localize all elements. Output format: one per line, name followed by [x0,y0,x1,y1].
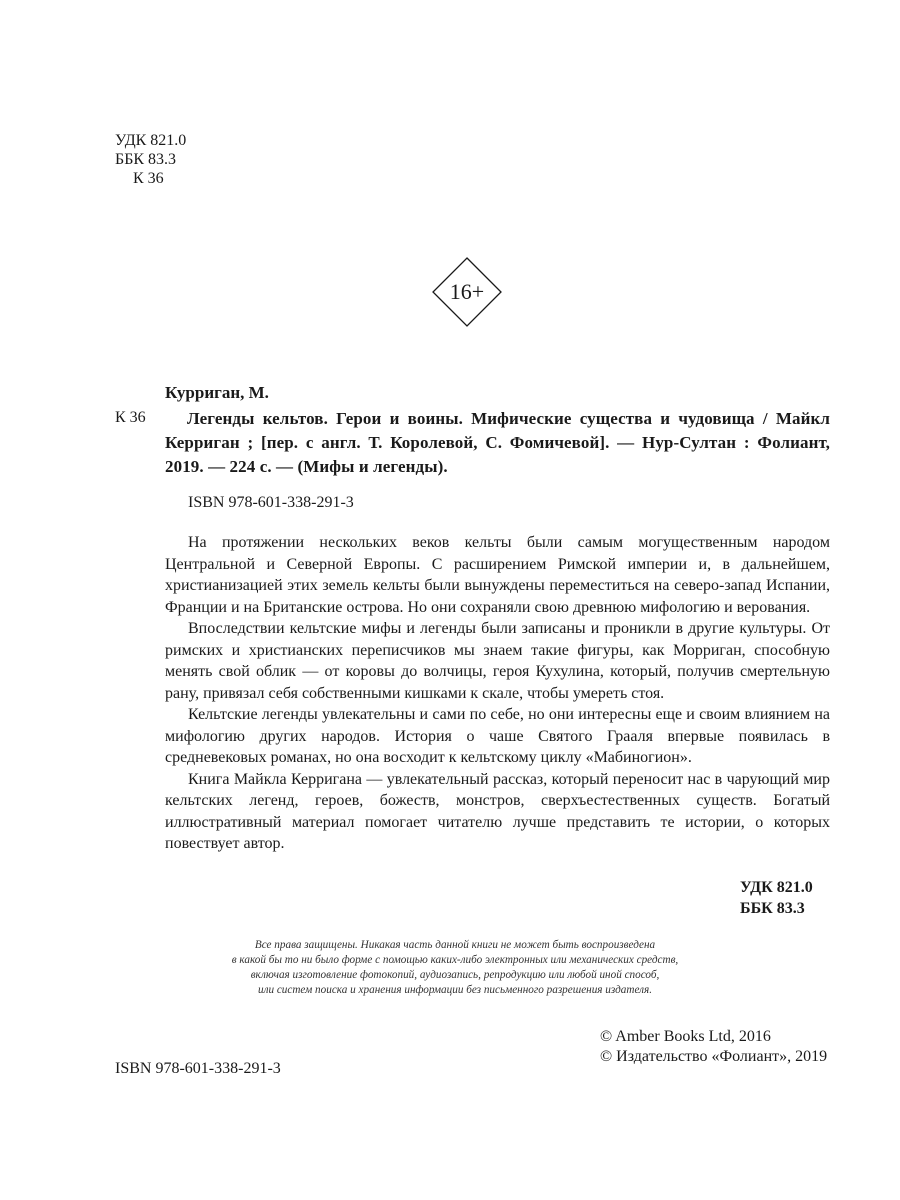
rights-line: в какой бы то ни было форме с помощью каких-либо электронных или механических средств, [231,954,679,966]
annotation-paragraph: Кельтские легенды увлекательны и сами по себе, но они интересны еще и своим влиянием на мифологию других народов. История о чаше Святого Грааля впервые появилась в средневековых романах, но она восходит к кельтскому циклу «Мабиногион». [165,706,830,766]
author-mark-margin: К 36 [115,409,146,426]
rights-line: или систем поиска и хранения информации без письменного разрешения издателя. [257,984,653,996]
bibliographic-description: Легенды кельтов. Герои и воины. Мифические существа и чудовища / Майкл Керриган ; [пер. с англ. Т. Королевой, С. Фомичевой]. — Нур-Султан : Фолиант, 2019. — 224 с. — (Мифы и легенды). [165,409,830,476]
udk-code: УДК 821.0 [740,879,813,896]
rights-line: включая изготовление фотокопий, аудиозапись, репродукцию или любой иной способ, [250,969,660,981]
rights-line: Все права защищены. Никакая часть данной книги не может быть воспроизведена [254,939,656,951]
udk-code: УДК 821.0 [115,132,187,149]
bbk-code: ББК 83.3 [740,900,805,917]
footer-isbn: ISBN 978-601-338-291-3 [115,1060,281,1077]
classification-codes-right [740,877,813,919]
author-heading: Курриган, М. [165,383,269,402]
author-mark: К 36 [133,170,164,187]
bbk-code: ББК 83.3 [115,151,177,168]
annotation [165,532,830,855]
isbn: ISBN 978-601-338-291-3 [188,494,354,511]
copyright [600,1027,827,1067]
annotation-paragraph: Впоследствии кельтские мифы и легенды были записаны и проникли в другие культуры. От римских и христианских переписчиков мы знаем такие фигуры, как Морриган, способную менять свой облик — от коровы до волчицы, героя Кухулина, который, получив смертельную рану, привязал себя собственными кишками к скале, чтобы умереть стоя. [165,620,830,702]
rights-notice [165,938,745,998]
age-rating-badge [432,257,502,327]
annotation-paragraph: На протяжении нескольких веков кельты были самым могущественным народом Центральной и Северной Европы. С расширением Римской империи и, в дальнейшем, христианизацией этих земель кельты были вынуждены переместиться на северо-запад Испании, Франции и на Британские острова. Но они сохраняли свою древнюю мифологию и верования. [165,534,830,616]
classification-codes [115,131,186,188]
age-rating-label: 16+ [449,279,485,304]
annotation-paragraph: Книга Майкла Керригана — увлекательный рассказ, который переносит нас в чарующий мир кельтских легенд, героев, божеств, монстров, сверхъестественных существ. Богатый иллюстративный материал помогает читателю лучше представить те истории, о которых повествует автор. [165,770,830,852]
copyright-line: © Издательство «Фолиант», 2019 [600,1048,828,1065]
copyright-line: © Amber Books Ltd, 2016 [600,1028,771,1045]
